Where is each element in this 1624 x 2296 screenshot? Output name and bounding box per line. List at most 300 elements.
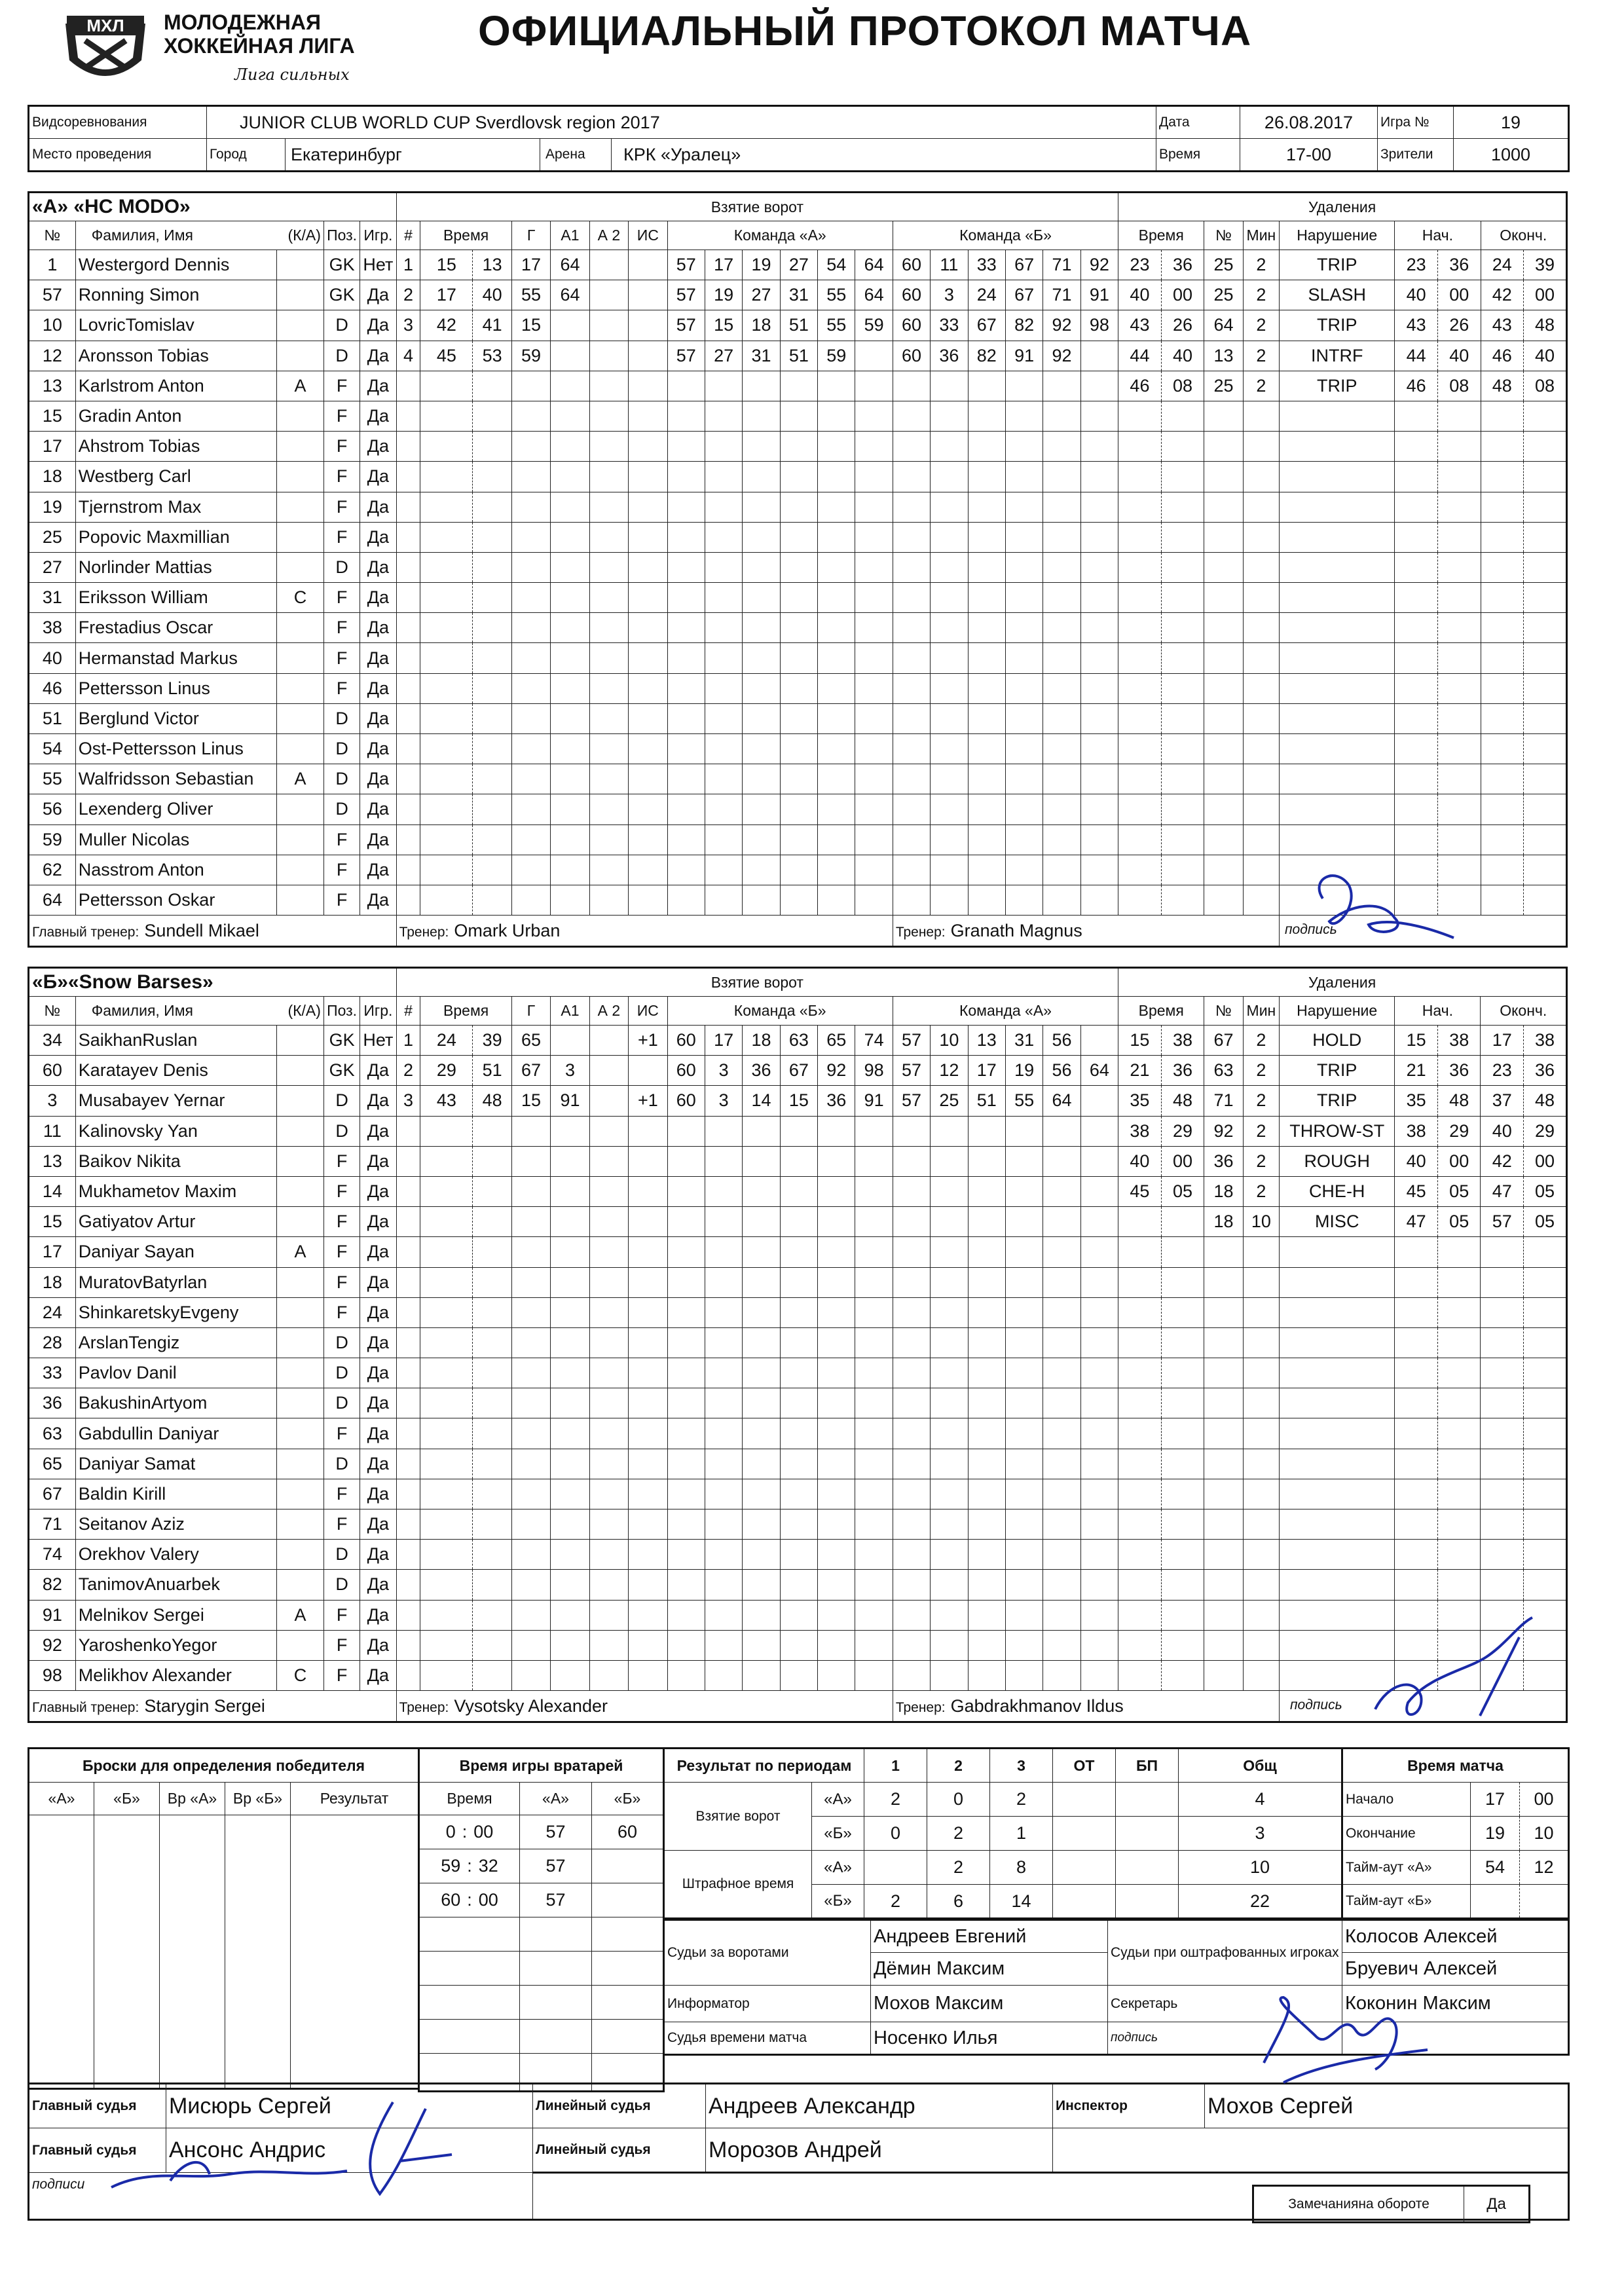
penalty-empty: [1243, 885, 1279, 915]
goal-on-ice-empty: [818, 552, 855, 582]
match-time-table: [1341, 1747, 1570, 1919]
team-b-signature-label: подпись: [1290, 1697, 1342, 1713]
penalty-minute: 44: [1118, 341, 1162, 371]
penalty-minutes: 2: [1243, 371, 1279, 401]
goal-empty: [589, 1600, 628, 1630]
goal-on-ice-empty: [931, 1267, 968, 1297]
goal-strength: [629, 341, 667, 371]
goal-number: [396, 371, 420, 401]
player-played: Да: [360, 1176, 396, 1206]
goal-on-ice-empty: [780, 552, 817, 582]
goal-on-ice-empty: [705, 492, 742, 522]
goal-on-ice-against: 33: [968, 250, 1005, 280]
player-name: Baldin Kirill: [75, 1479, 276, 1509]
goal-on-ice-empty: [893, 734, 930, 764]
goal-assist-1: [551, 341, 589, 371]
teamA-col-ka-text: (К/А): [287, 227, 321, 244]
goal-on-ice-for: 59: [855, 310, 893, 341]
goal-minute: [420, 1207, 473, 1237]
penalty-start-min: [1395, 764, 1438, 794]
goal-on-ice-empty: [1005, 1358, 1043, 1388]
player-captain-mark: [277, 1630, 324, 1660]
goal-on-ice-empty: [855, 1570, 893, 1600]
league-name: [164, 10, 355, 58]
goal-empty: [589, 1146, 628, 1176]
goal-number: [396, 1207, 420, 1237]
period-goals-value: 2: [990, 1783, 1053, 1817]
penalty-empty: [1204, 1388, 1243, 1418]
goal-on-ice-empty: [1005, 855, 1043, 885]
goal-number: [396, 1297, 420, 1327]
logo-text: МХЛ: [86, 16, 124, 35]
goal-empty: [511, 885, 550, 915]
goal-on-ice-empty: [818, 794, 855, 824]
penalty-infraction: TRIP: [1280, 310, 1395, 341]
informer-label: Информатор: [664, 1986, 871, 2022]
teamB-player-row: [29, 1237, 1567, 1267]
goal-on-ice-empty: [1005, 1176, 1043, 1206]
goal-number: 4: [396, 341, 420, 371]
goalie-time-separator: :: [467, 1890, 472, 1910]
goal-on-ice-against: 82: [968, 341, 1005, 371]
goal-on-ice-empty: [893, 794, 930, 824]
player-played: Да: [360, 885, 396, 915]
teamB-coach-2-label: Тренер:: [895, 1699, 946, 1715]
goal-number: 3: [396, 1086, 420, 1116]
goal-number: [396, 1388, 420, 1418]
player-name: Ost-Pettersson Linus: [75, 734, 276, 764]
goal-second: 13: [473, 250, 511, 280]
spectators-value: 1000: [1454, 139, 1569, 172]
goal-empty: [589, 1207, 628, 1237]
penalty-empty: [1243, 1327, 1279, 1358]
goal-on-ice-empty: [1080, 1479, 1118, 1509]
goal-assist-2: [589, 1056, 628, 1086]
penalty-minutes: 2: [1243, 1086, 1279, 1116]
goal-on-ice-empty: [780, 492, 817, 522]
penalty-end-min: [1481, 1297, 1524, 1327]
goal-on-ice-empty: [667, 1660, 705, 1690]
goal-on-ice-empty: [931, 1509, 968, 1540]
goal-on-ice-empty: [667, 1540, 705, 1570]
goal-on-ice-empty: [893, 613, 930, 643]
penalty-minute: [1118, 1388, 1162, 1418]
goal-on-ice-for: 15: [780, 1086, 817, 1116]
player-name: Nasstrom Anton: [75, 855, 276, 885]
goal-on-ice-empty: [893, 1388, 930, 1418]
penalty-player: 18: [1204, 1207, 1243, 1237]
penalty-empty: [1243, 1388, 1279, 1418]
goal-on-ice-empty: [931, 1388, 968, 1418]
inspector-value: Мохов Сергей: [1205, 2084, 1569, 2128]
teamA-coach-2: Granath Magnus: [950, 920, 1082, 940]
penalty-end-sec: 38: [1524, 1026, 1567, 1056]
penalty-infraction: CHE-H: [1280, 1176, 1395, 1206]
goal-on-ice-empty: [893, 462, 930, 492]
goal-minute: [420, 1630, 473, 1660]
goal-number: [396, 643, 420, 673]
goal-on-ice-against: 92: [1043, 310, 1080, 341]
goal-minute: [420, 1358, 473, 1388]
teamB-player-row: [29, 1176, 1567, 1206]
penalty-start-sec: 00: [1437, 1146, 1481, 1176]
teamB-player-row: [29, 1297, 1567, 1327]
penalty-end-sec: [1524, 885, 1567, 915]
goal-on-ice-empty: [743, 855, 780, 885]
goal-on-ice-empty: [893, 1267, 930, 1297]
shootout-table: [28, 1747, 420, 2090]
teamA-col-goal-g: Г: [511, 221, 550, 250]
player-number: 59: [29, 824, 76, 855]
penalty-empty: [1204, 855, 1243, 885]
goal-empty: [511, 1540, 550, 1570]
player-number: 18: [29, 1267, 76, 1297]
goal-on-ice-empty: [818, 1388, 855, 1418]
goal-on-ice-for: 57: [667, 280, 705, 310]
inspector-blank: [1053, 2128, 1569, 2173]
goal-on-ice-empty: [855, 401, 893, 431]
goal-on-ice-empty: [893, 1116, 930, 1146]
goal-on-ice-against: 51: [968, 1086, 1005, 1116]
penalty-start-sec: 05: [1437, 1176, 1481, 1206]
penalty-empty: [1243, 1540, 1279, 1570]
goal-on-ice-against: 98: [1080, 310, 1118, 341]
goal-on-ice-empty: [818, 1176, 855, 1206]
goal-on-ice-empty: [1005, 371, 1043, 401]
goal-on-ice-empty: [855, 1479, 893, 1509]
goal-empty: [511, 1297, 550, 1327]
penalty-second: 26: [1161, 310, 1204, 341]
player-name: Seitanov Aziz: [75, 1509, 276, 1540]
penalty-minute: 46: [1118, 371, 1162, 401]
goal-on-ice-empty: [931, 1600, 968, 1630]
player-number: 15: [29, 401, 76, 431]
penalty-end-min: [1481, 522, 1524, 552]
goal-number: [396, 1479, 420, 1509]
goal-on-ice-empty: [855, 1327, 893, 1358]
goal-empty: [511, 1116, 550, 1146]
penalty-end-sec: [1524, 552, 1567, 582]
teamB-player-row: [29, 1207, 1567, 1237]
goal-on-ice-empty: [931, 824, 968, 855]
penalty-empty: [1280, 1237, 1395, 1267]
goal-assist-2: [589, 310, 628, 341]
penalty-minutes: 2: [1243, 1146, 1279, 1176]
goalie-empty: [419, 1952, 520, 1986]
penalty-start-sec: 05: [1437, 1207, 1481, 1237]
goal-on-ice-empty: [705, 1207, 742, 1237]
goal-minute: [420, 885, 473, 915]
goal-on-ice-empty: [705, 462, 742, 492]
player-number: 12: [29, 341, 76, 371]
goal-on-ice-empty: [1043, 703, 1080, 733]
player-captain-mark: [277, 1116, 324, 1146]
goal-on-ice-empty: [705, 1176, 742, 1206]
period-pim-value: 2: [927, 1851, 990, 1885]
goal-empty: [589, 371, 628, 401]
penalty-end-min: [1481, 1449, 1524, 1479]
goal-on-ice-empty: [931, 1570, 968, 1600]
teamA-head-coach: Sundell Mikael: [144, 920, 259, 940]
penalty-end-min: [1481, 1540, 1524, 1570]
player-captain-mark: [277, 1176, 324, 1206]
goal-empty: [629, 1660, 667, 1690]
player-position: D: [323, 1086, 360, 1116]
goal-on-ice-empty: [1005, 1479, 1043, 1509]
penalty-second: [1161, 1570, 1204, 1600]
goal-empty: [551, 1267, 589, 1297]
goal-on-ice-empty: [743, 1388, 780, 1418]
player-played: Да: [360, 1267, 396, 1297]
penalty-infraction: INTRF: [1280, 341, 1395, 371]
goal-on-ice-empty: [1080, 371, 1118, 401]
goal-on-ice-empty: [667, 1418, 705, 1449]
penalty-start-min: [1395, 1479, 1438, 1509]
goal-strength: [629, 1056, 667, 1086]
penalty-end-sec: 00: [1524, 280, 1567, 310]
player-position: F: [323, 824, 360, 855]
goalie-empty: [592, 2020, 664, 2054]
goal-on-ice-empty: [1005, 1630, 1043, 1660]
goal-on-ice-empty: [1005, 824, 1043, 855]
player-captain-mark: [277, 794, 324, 824]
penalty-end-min: [1481, 1327, 1524, 1358]
goal-empty: [511, 824, 550, 855]
goal-on-ice-empty: [705, 432, 742, 462]
penalty-minute: 38: [1118, 1116, 1162, 1146]
player-position: F: [323, 1418, 360, 1449]
goal-second: [473, 764, 511, 794]
penalty-box-judges-label: Судьи при оштрафованных игроках: [1108, 1920, 1342, 1986]
goal-number: [396, 462, 420, 492]
penalty-infraction: HOLD: [1280, 1026, 1395, 1056]
penalty-start-min: 45: [1395, 1176, 1438, 1206]
goalie-empty: [520, 1952, 592, 1986]
player-captain-mark: A: [277, 1600, 324, 1630]
penalty-end-sec: [1524, 673, 1567, 703]
penalty-second: [1161, 492, 1204, 522]
arena-value: КРК «Уралец»: [623, 144, 741, 164]
penalty-start-sec: [1437, 794, 1481, 824]
teamA-col-pen-start: Нач.: [1395, 221, 1481, 250]
penalty-player: 63: [1204, 1056, 1243, 1086]
team-a-signature: [1297, 859, 1467, 957]
penalty-player: 71: [1204, 1086, 1243, 1116]
goal-on-ice-empty: [893, 1418, 930, 1449]
penalty-empty: [1280, 1388, 1395, 1418]
teamB-player-row: [29, 1086, 1567, 1116]
goal-on-ice-empty: [705, 703, 742, 733]
penalty-start-sec: 26: [1437, 310, 1481, 341]
penalty-empty: [1243, 1570, 1279, 1600]
goal-on-ice-empty: [855, 824, 893, 855]
goal-on-ice-empty: [743, 1327, 780, 1358]
goal-empty: [589, 1267, 628, 1297]
chief-referee-1: Мисюрь Сергей: [166, 2084, 533, 2128]
goal-on-ice-empty: [780, 1418, 817, 1449]
penalty-start-min: [1395, 1418, 1438, 1449]
goal-on-ice-against: 24: [968, 280, 1005, 310]
penalty-empty: [1243, 432, 1279, 462]
penalty-minute: [1118, 1207, 1162, 1237]
penalty-second: [1161, 1449, 1204, 1479]
player-number: 54: [29, 734, 76, 764]
goal-on-ice-empty: [1005, 492, 1043, 522]
goal-empty: [551, 734, 589, 764]
penalty-minute: [1118, 1630, 1162, 1660]
goal-empty: [511, 1146, 550, 1176]
player-captain-mark: [277, 1086, 324, 1116]
goal-on-ice-empty: [780, 401, 817, 431]
player-number: 64: [29, 885, 76, 915]
player-name: Daniyar Samat: [75, 1449, 276, 1479]
goal-on-ice-against: 56: [1043, 1026, 1080, 1056]
goal-number: [396, 432, 420, 462]
penalty-empty: [1243, 1479, 1279, 1509]
penalty-start-min: [1395, 1449, 1438, 1479]
goal-empty: [589, 1660, 628, 1690]
goal-empty: [551, 855, 589, 885]
player-name: Mukhametov Maxim: [75, 1176, 276, 1206]
goal-on-ice-empty: [1043, 1176, 1080, 1206]
penalty-empty: [1280, 1540, 1395, 1570]
goal-on-ice-empty: [818, 764, 855, 794]
player-played: Да: [360, 1237, 396, 1267]
goal-on-ice-empty: [1080, 1418, 1118, 1449]
goal-on-ice-against: 92: [1080, 250, 1118, 280]
penalty-end-min: 17: [1481, 1026, 1524, 1056]
penalty-start-min: 47: [1395, 1207, 1438, 1237]
goal-on-ice-empty: [1080, 1509, 1118, 1540]
goal-on-ice-empty: [931, 462, 968, 492]
team-b-signature: [1362, 1611, 1559, 1742]
goal-empty: [551, 1207, 589, 1237]
penalty-second: [1161, 1237, 1204, 1267]
penalty-start-min: [1395, 824, 1438, 855]
goal-on-ice-empty: [818, 1660, 855, 1690]
penalty-minute: [1118, 492, 1162, 522]
penalty-minute: 23: [1118, 250, 1162, 280]
goal-empty: [629, 1146, 667, 1176]
player-played: Да: [360, 613, 396, 643]
goal-on-ice-empty: [1043, 1358, 1080, 1388]
penalty-second: [1161, 583, 1204, 613]
goal-scorer: 17: [511, 250, 550, 280]
teamB-title: «Б»«Snow Barses»: [29, 968, 397, 997]
shootout-col-time-a: Вр «А»: [160, 1783, 225, 1815]
player-played: Нет: [360, 1026, 396, 1056]
teamA-player-row: [29, 643, 1567, 673]
teamA-goals-header: Взятие ворот: [396, 193, 1118, 221]
goal-minute: [420, 432, 473, 462]
player-name: Daniyar Sayan: [75, 1237, 276, 1267]
goal-on-ice-empty: [667, 1509, 705, 1540]
teamA-title: «А» «HC MODO»: [29, 193, 397, 221]
goal-assist-2: [589, 1086, 628, 1116]
goalie-a: 57: [520, 1815, 592, 1849]
goal-number: [396, 583, 420, 613]
goal-empty: [589, 673, 628, 703]
goal-on-ice-empty: [893, 1509, 930, 1540]
player-number: 31: [29, 583, 76, 613]
player-name: Pettersson Linus: [75, 673, 276, 703]
goal-empty: [551, 643, 589, 673]
date-value: 26.08.2017: [1240, 106, 1378, 139]
goal-on-ice-empty: [705, 1267, 742, 1297]
goal-on-ice-empty: [1043, 1509, 1080, 1540]
teamA-player-row: [29, 310, 1567, 341]
goal-assist-1: [551, 1026, 589, 1056]
penalty-second: 00: [1161, 1146, 1204, 1176]
goal-scorer: 15: [511, 310, 550, 341]
time-value: 17-00: [1240, 139, 1378, 172]
goal-second: [473, 462, 511, 492]
penalty-minute: [1118, 1509, 1162, 1540]
player-played: Да: [360, 1449, 396, 1479]
penalty-empty: [1243, 764, 1279, 794]
goal-empty: [589, 1358, 628, 1388]
penalty-empty: [1243, 1630, 1279, 1660]
goal-on-ice-empty: [667, 1237, 705, 1267]
teamA-player-row: [29, 703, 1567, 733]
goal-minute: [420, 734, 473, 764]
goal-on-ice-empty: [818, 673, 855, 703]
penalty-empty: [1243, 1418, 1279, 1449]
team-a-signature-label: подпись: [1285, 922, 1337, 937]
player-name: Eriksson William: [75, 583, 276, 613]
player-position: D: [323, 552, 360, 582]
goal-minute: [420, 794, 473, 824]
penalty-start-min: 35: [1395, 1086, 1438, 1116]
goalie-time-second: 00: [473, 1822, 494, 1842]
penalty-end-min: [1481, 1509, 1524, 1540]
goal-on-ice-empty: [667, 1449, 705, 1479]
teamB-col-played: Игр.: [360, 997, 396, 1026]
goal-empty: [629, 401, 667, 431]
penalty-second: 05: [1161, 1176, 1204, 1206]
goal-scorer: 65: [511, 1026, 550, 1056]
penalty-infraction: ROUGH: [1280, 1146, 1395, 1176]
teamB-player-row: [29, 1418, 1567, 1449]
goal-on-ice-empty: [743, 371, 780, 401]
penalty-end-sec: [1524, 1237, 1567, 1267]
penalty-end-min: [1481, 1418, 1524, 1449]
penalty-empty: [1243, 1600, 1279, 1630]
goal-on-ice-empty: [1005, 1207, 1043, 1237]
penalty-start-sec: 00: [1437, 280, 1481, 310]
player-captain-mark: [277, 250, 324, 280]
penalty-start-min: 38: [1395, 1116, 1438, 1146]
penalty-empty: [1280, 1327, 1395, 1358]
goal-on-ice-empty: [743, 462, 780, 492]
penalty-empty: [1243, 401, 1279, 431]
goal-second: [473, 583, 511, 613]
goal-on-ice-for: 19: [705, 280, 742, 310]
goal-on-ice-for: 3: [705, 1056, 742, 1086]
player-played: Да: [360, 1509, 396, 1540]
goal-on-ice-empty: [1005, 1449, 1043, 1479]
goalie-empty: [592, 1952, 664, 1986]
goal-on-ice-for: 57: [667, 250, 705, 280]
penalty-judge-1: Колосов Алексей: [1342, 1920, 1569, 1953]
penalty-start-min: [1395, 673, 1438, 703]
goal-on-ice-empty: [1080, 734, 1118, 764]
goalie-empty: [419, 1917, 520, 1952]
goal-minute: 42: [420, 310, 473, 341]
goal-second: [473, 1146, 511, 1176]
goal-on-ice-empty: [855, 492, 893, 522]
player-played: Да: [360, 552, 396, 582]
